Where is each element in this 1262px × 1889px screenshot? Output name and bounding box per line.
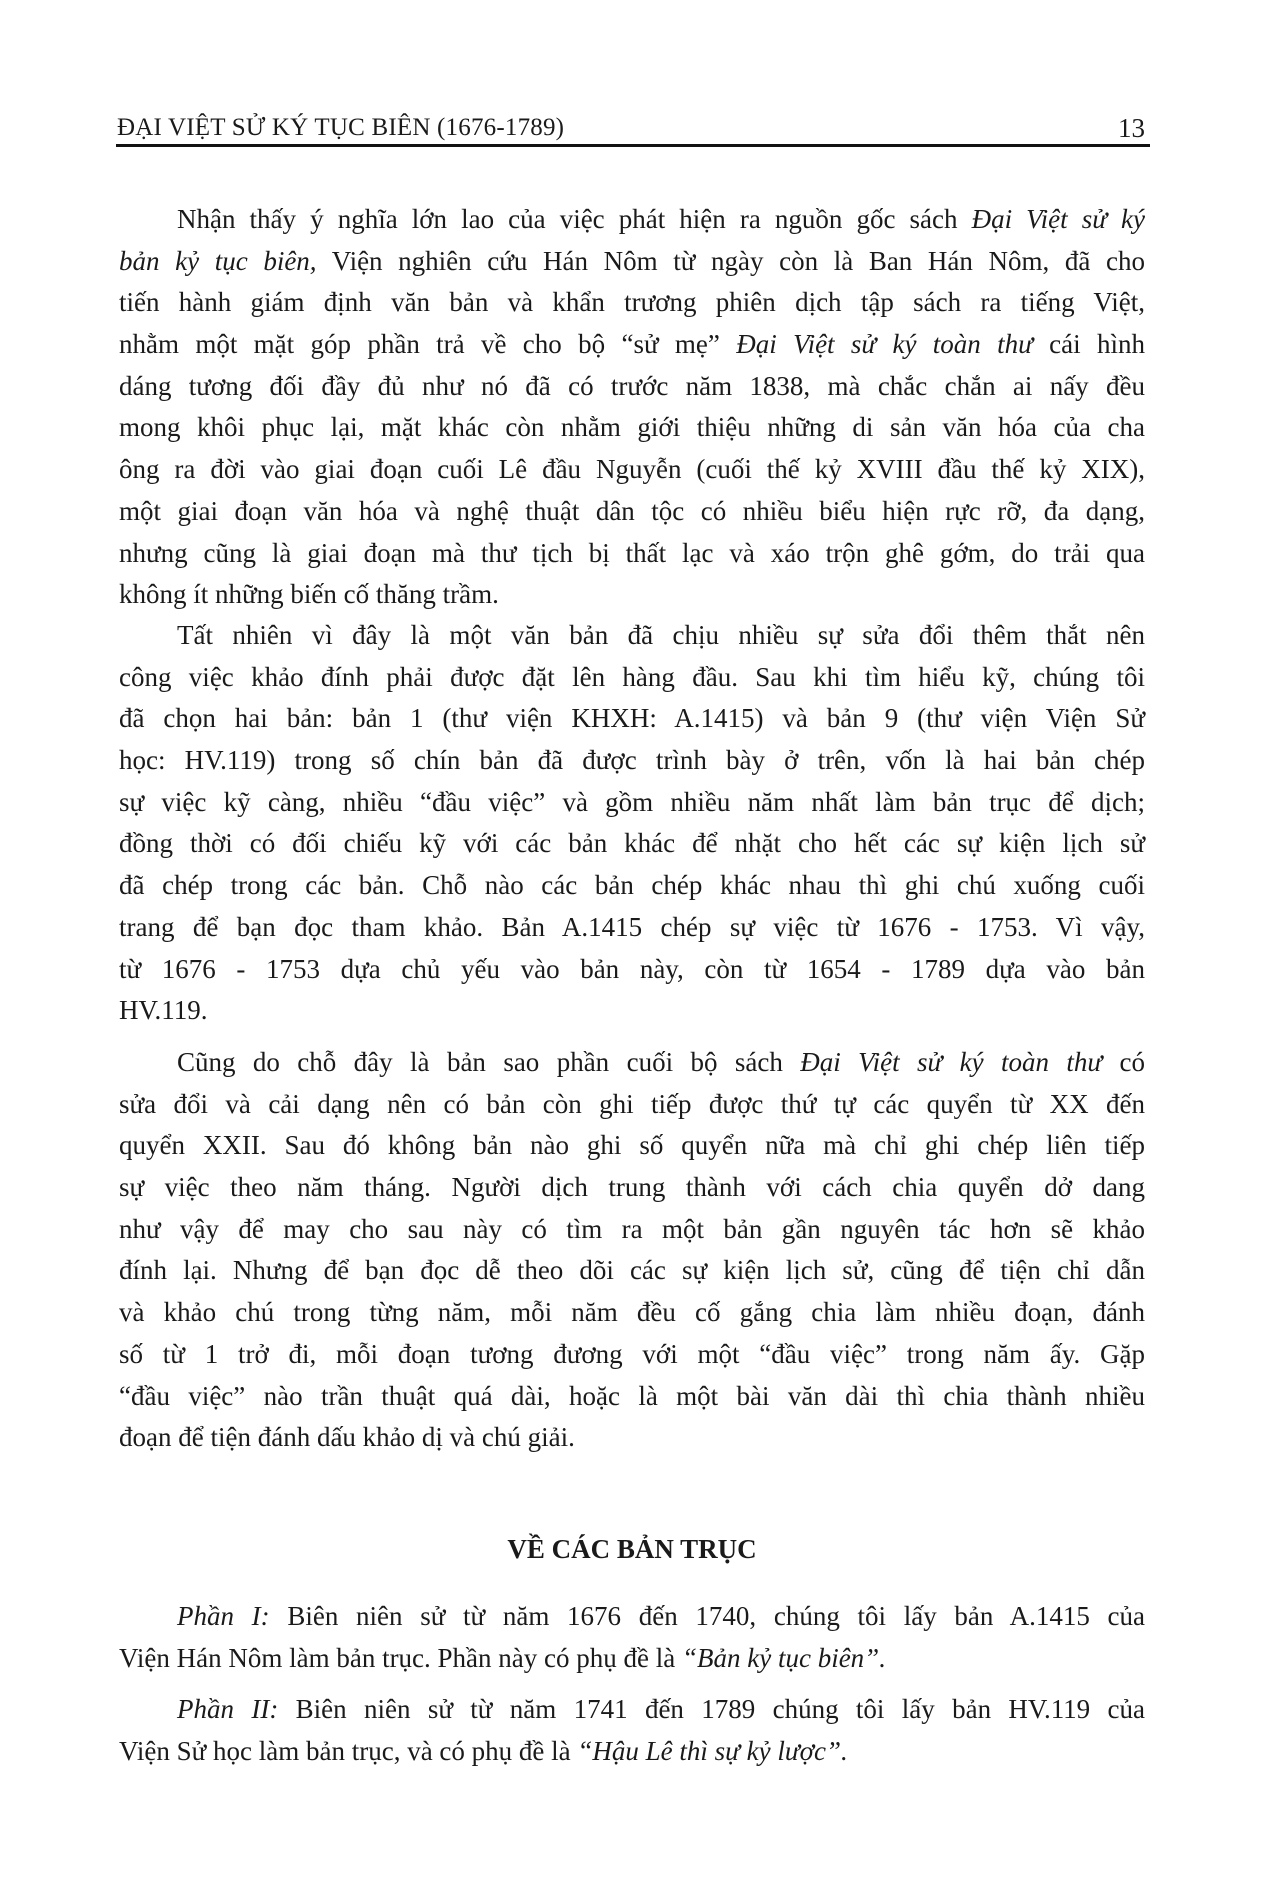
text: số từ 1 trở đi, mỗi đoạn tương đương với một “đầu việc” trong năm ấy. Gặp (119, 1338, 1145, 1369)
text-line (119, 366, 1145, 408)
text: học: HV.119) trong số chín bản đã được trình bày ở trên, vốn là hai bản chép (119, 745, 1145, 776)
text: nhằm một mặt góp phần trả về cho bộ “sử mẹ” (119, 329, 737, 360)
text-line (119, 1689, 1145, 1731)
text-line (119, 324, 1145, 366)
text-line (119, 698, 1145, 740)
text-line (119, 907, 1145, 949)
text: sự việc kỹ càng, nhiều “đầu việc” và gồm nhiều năm nhất làm bản trục để dịch; (119, 786, 1145, 817)
text: đã chọn hai bản: bản 1 (thư viện KHXH: A.1415) và bản 9 (thư viện Viện Sử (119, 703, 1145, 734)
text-line (119, 1209, 1145, 1251)
text: và khảo chú trong từng năm, mỗi năm đều cố gắng chia làm nhiều đoạn, đánh (119, 1297, 1145, 1328)
text-line (119, 1638, 1145, 1680)
text-line (119, 1731, 1145, 1773)
paragraph-part-one (119, 1596, 1145, 1679)
paragraph-collation (119, 615, 1145, 1032)
text: Cũng do chỗ đây là bản sao phần cuối bộ sách (177, 1047, 801, 1077)
text: đính lại. Nhưng để bạn đọc dễ theo dõi các sự kiện lịch sử, cũng để tiện chỉ dẫn (119, 1255, 1145, 1286)
text-line (119, 740, 1145, 782)
italic-text: “Bản kỷ tục biên”. (681, 1642, 886, 1673)
paragraph-part-two (119, 1689, 1145, 1772)
text-line (119, 241, 1145, 283)
text: đã chép trong các bản. Chỗ nào các bản chép khác nhau thì ghi chú xuống cuối (119, 870, 1145, 901)
italic-text: Đại Việt sử ký toàn thư (736, 329, 1033, 360)
text-line (119, 574, 1145, 616)
text-line (119, 533, 1145, 575)
text-line (119, 449, 1145, 491)
text: Viện Hán Nôm làm bản trục. Phần này có phụ đề là (119, 1642, 682, 1673)
text: sửa đổi và cải dạng nên có bản còn ghi tiếp được thứ tự các quyển từ XX đến (119, 1088, 1145, 1119)
text: HV.119. (119, 995, 208, 1026)
text: sự việc theo năm tháng. Người dịch trung thành với cách chia quyển dở dang (119, 1172, 1145, 1203)
text: Viện nghiên cứu Hán Nôm từ ngày còn là Ban Hán Nôm, đã cho (316, 245, 1145, 276)
text-line (119, 949, 1145, 991)
text: Viện Sử học làm bản trục, và có phụ đề là (119, 1735, 578, 1766)
header-rule (116, 144, 1150, 147)
text-line (119, 865, 1145, 907)
text: cái hình (1032, 329, 1145, 360)
paragraph-volume-division (119, 1042, 1145, 1459)
paragraph-origin (119, 199, 1145, 616)
text-line (119, 1125, 1145, 1167)
text-line (119, 407, 1145, 449)
text: trang để bạn đọc tham khảo. Bản A.1415 chép sự việc từ 1676 - 1753. Vì vậy, (119, 911, 1145, 942)
text-line (119, 199, 1145, 241)
text: mong khôi phục lại, mặt khác còn nhằm giới thiệu những di sản văn hóa của cha (119, 412, 1145, 443)
text-line (119, 782, 1145, 824)
text-line (119, 990, 1145, 1032)
italic-text: Phần II: (177, 1694, 279, 1724)
text: không ít những biến cố thăng trầm. (119, 579, 499, 610)
italic-text: Phần I: (177, 1601, 270, 1631)
italic-text: Đại Việt sử ký toàn thư (800, 1047, 1103, 1077)
text-line (119, 1167, 1145, 1209)
text-line (119, 1334, 1145, 1376)
text: ông ra đời vào giai đoạn cuối Lê đầu Nguyễn (cuối thế kỷ XVIII đầu thế kỷ XIX), (119, 454, 1145, 485)
text-line (119, 823, 1145, 865)
italic-text: Đại Việt sử ký (971, 204, 1145, 234)
text-line (119, 1042, 1145, 1084)
text: đồng thời có đối chiếu kỹ với các bản khác để nhặt cho hết các sự kiện lịch sử (119, 828, 1145, 859)
text: tiến hành giám định văn bản và khẩn trương phiên dịch tập sách ra tiếng Việt, (119, 287, 1145, 318)
text: đoạn để tiện đánh dấu khảo dị và chú giải. (119, 1422, 575, 1453)
text: như vậy để may cho sau này có tìm ra một bản gần nguyên tác hơn sẽ khảo (119, 1213, 1145, 1244)
text-line (119, 491, 1145, 533)
text-line (119, 1292, 1145, 1334)
text: nhưng cũng là giai đoạn mà thư tịch bị thất lạc và xáo trộn ghê gớm, do trải qua (119, 537, 1145, 568)
text-line (119, 657, 1145, 699)
text-line (119, 1417, 1145, 1459)
text-line (119, 1376, 1145, 1418)
text: quyển XXII. Sau đó không bản nào ghi số quyển nữa mà chỉ ghi chép liên tiếp (119, 1130, 1145, 1161)
book-title: ĐẠI VIỆT SỬ KÝ TỤC BIÊN (1676-1789) (117, 114, 565, 141)
text-line (119, 1596, 1145, 1638)
text-line (119, 1084, 1145, 1126)
text-line (119, 1250, 1145, 1292)
text: Biên niên sử từ năm 1676 đến 1740, chúng tôi lấy bản A.1415 của (269, 1601, 1145, 1631)
text: có (1102, 1047, 1146, 1077)
italic-text: bản kỷ tục biên, (119, 245, 317, 276)
text: một giai đoạn văn hóa và nghệ thuật dân tộc có nhiều biểu hiện rực rỡ, đa dạng, (119, 495, 1145, 526)
italic-text: “Hậu Lê thì sự kỷ lược”. (577, 1735, 848, 1766)
text-line (119, 282, 1145, 324)
section-heading: VỀ CÁC BẢN TRỤC (507, 1534, 757, 1564)
page-number: 13 (1118, 113, 1145, 143)
running-header (117, 108, 1147, 144)
text: Biên niên sử từ năm 1741 đến 1789 chúng tôi lấy bản HV.119 của (278, 1694, 1145, 1724)
text: Nhận thấy ý nghĩa lớn lao của việc phát hiện ra nguồn gốc sách (177, 204, 972, 234)
text: công việc khảo đính phải được đặt lên hàng đầu. Sau khi tìm hiểu kỹ, chúng tôi (119, 661, 1145, 692)
text: dáng tương đối đầy đủ như nó đã có trước năm 1838, mà chắc chắn ai nấy đều (119, 370, 1145, 401)
text: từ 1676 - 1753 dựa chủ yếu vào bản này, còn từ 1654 - 1789 dựa vào bản (119, 953, 1145, 984)
text-line (119, 615, 1145, 657)
text: “đầu việc” nào trần thuật quá dài, hoặc là một bài văn dài thì chia thành nhiều (119, 1380, 1145, 1411)
text: Tất nhiên vì đây là một văn bản đã chịu nhiều sự sửa đổi thêm thắt nên (177, 620, 1145, 650)
